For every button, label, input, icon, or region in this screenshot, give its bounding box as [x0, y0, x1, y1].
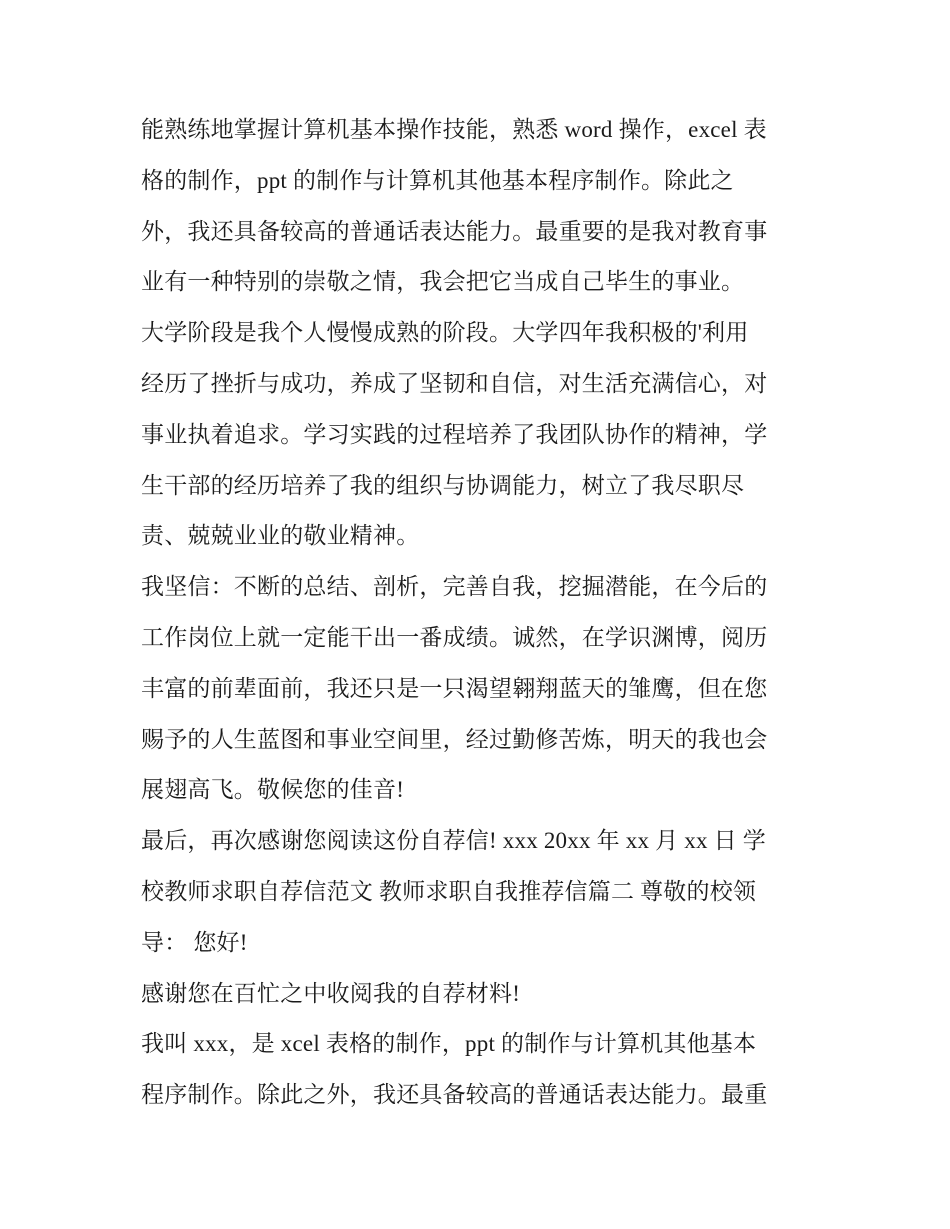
text-line: 工作岗位上就一定能干出一番成绩。诚然，在学识渊博，阅历	[141, 624, 768, 650]
text-line: 我坚信：不断的总结、剖析，完善自我，挖掘潜能，在今后的	[141, 574, 768, 600]
text-line: 展翅高飞。敬候您的佳音!	[141, 777, 405, 803]
text-line: 能熟练地掌握计算机基本操作技能，熟悉 word 操作，excel 表	[141, 117, 767, 142]
text-line: 事业执着追求。学习实践的过程培养了我团队协作的精神，学	[141, 421, 768, 447]
text-line: 生干部的经历培养了我的组织与协调能力，树立了我尽职尽	[141, 472, 745, 498]
text-line: 经历了挫折与成功，养成了坚韧和自信，对生活充满信心，对	[141, 370, 768, 396]
document-body	[141, 110, 821, 1126]
text-line: 格的制作，ppt 的制作与计算机其他基本程序制作。除此之	[141, 167, 734, 193]
text-line: 丰富的前辈面前，我还只是一只渴望翱翔蓝天的雏鹰，但在您	[141, 675, 768, 701]
text-line: 导： 您好!	[141, 929, 248, 955]
text-line: 外，我还具备较高的普通话表达能力。最重要的是我对教育事	[141, 218, 768, 244]
text-line: 业有一种特别的崇敬之情，我会把它当成自己毕生的事业。	[141, 269, 745, 295]
text-line: 大学阶段是我个人慢慢成熟的阶段。大学四年我积极的'利用	[141, 320, 749, 346]
text-line: 程序制作。除此之外，我还具备较高的普通话表达能力。最重	[141, 1082, 768, 1108]
text-line: 责、兢兢业业的敬业精神。	[141, 523, 420, 549]
text-line: 校教师求职自荐信范文 教师求职自我推荐信篇二 尊敬的校领	[141, 878, 757, 904]
text-line: 最后，再次感谢您阅读这份自荐信! xxx 20xx 年 xx 月 xx 日 学	[141, 828, 766, 854]
text-line: 我叫 xxx，是 xcel 表格的制作，ppt 的制作与计算机其他基本	[141, 1031, 757, 1057]
text-line: 赐予的人生蓝图和事业空间里，经过勤修苦炼，明天的我也会	[141, 726, 768, 752]
text-line: 感谢您在百忙之中收阅我的自荐材料!	[141, 980, 521, 1006]
